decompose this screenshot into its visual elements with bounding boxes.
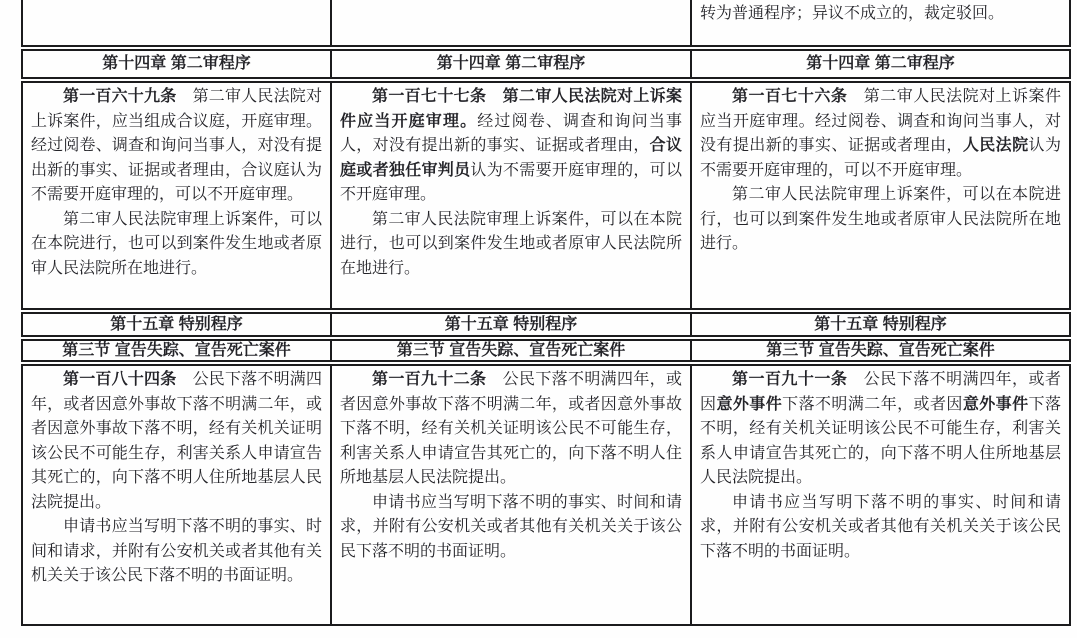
cell-r3-c1 [21, 81, 332, 310]
table-body [21, 0, 1071, 626]
table-row-article [21, 364, 1071, 626]
cell-r6-c2 [332, 364, 692, 626]
cell-r5-c3: 第三节 宣告失踪、宣告死亡案件 [692, 339, 1071, 362]
cell-r5-c1: 第三节 宣告失踪、宣告死亡案件 [21, 339, 332, 362]
paragraph: 第一百九十二条 公民下落不明满四年，或者因意外事故下落不明满二年，或者因意外事故下落不明，经有关机关证明该公民不可能生存，利害关系人申请宣告其死亡的，向下落不明人住所地基层人民法院提出。 [340, 371, 682, 487]
cell-r1-c1 [21, 0, 332, 47]
cell-r4-c3: 第十五章 特别程序 [692, 312, 1071, 337]
paragraph: 申请书应当写明下落不明的事实、时间和请求，并附有公安机关或者其他有关机关关于该公民下落不明的书面证明。 [31, 518, 322, 585]
table-row-subheader [21, 339, 1071, 362]
law-comparison-table [21, 0, 1071, 628]
table-row-article [21, 81, 1071, 310]
paragraph: 第一百六十九条 第二审人民法院对上诉案件，应当组成合议庭，开庭审理。经过阅卷、调查和询问当事人，对没有提出新的事实、证据或者理由，合议庭认为不需要开庭审理的，可以不开庭审理。 [31, 88, 322, 203]
table-row-header [21, 49, 1071, 79]
table-row-header [21, 312, 1071, 337]
table-row-continuation [21, 0, 1071, 47]
paragraph: 第一百八十四条 公民下落不明满四年，或者因意外事故下落不明满二年，或者因意外事故下落不明，经有关机关证明该公民不可能生存，利害关系人申请宣告其死亡的，向下落不明人住所地基层人民法院提出。 [31, 371, 322, 511]
cell-r3-c2 [332, 81, 692, 310]
cell-r2-c3: 第十四章 第二审程序 [692, 49, 1071, 79]
cell-r2-c1: 第十四章 第二审程序 [21, 49, 332, 79]
cell-r3-c3 [692, 81, 1071, 310]
paragraph: 转为普通程序；异议不成立的，裁定驳回。 [700, 5, 1005, 22]
paragraph: 第二审人民法院审理上诉案件，可以在本院进行，也可以到案件发生地或者原审人民法院所在地进行。 [700, 186, 1061, 252]
cell-r6-c1 [21, 364, 332, 626]
paragraph: 第二审人民法院审理上诉案件，可以在本院进行，也可以到案件发生地或者原审人民法院所在地进行。 [340, 210, 682, 277]
cell-r6-c3 [692, 364, 1071, 626]
cell-r1-c2 [332, 0, 692, 47]
cell-r4-c1: 第十五章 特别程序 [21, 312, 332, 337]
cell-r4-c2: 第十五章 特别程序 [332, 312, 692, 337]
cell-r2-c2: 第十四章 第二审程序 [332, 49, 692, 79]
paragraph: 第一百九十一条 公民下落不明满四年，或者因意外事件下落不明满二年，或者因意外事件下落不明，经有关机关证明该公民不可能生存，利害关系人申请宣告其死亡的，向下落不明人住所地基层人民法院提出。 [700, 371, 1061, 487]
paragraph: 第二审人民法院审理上诉案件，可以在本院进行，也可以到案件发生地或者原审人民法院所在地进行。 [31, 210, 322, 277]
paragraph: 申请书应当写明下落不明的事实、时间和请求，并附有公安机关或者其他有关机关关于该公民下落不明的书面证明。 [700, 493, 1061, 560]
paragraph: 第一百七十六条 第二审人民法院对上诉案件应当开庭审理。经过阅卷、调查和询问当事人，对没有提出新的事实、证据或者理由，人民法院认为不需要开庭审理的，可以不开庭审理。 [700, 88, 1061, 179]
cell-r1-c3 [692, 0, 1071, 47]
paragraph: 第一百七十七条 第二审人民法院对上诉案件应当开庭审理。经过阅卷、调查和询问当事人，对没有提出新的事实、证据或者理由，合议庭或者独任审判员认为不需要开庭审理的，可以不开庭审理。 [340, 88, 682, 203]
cell-r5-c2: 第三节 宣告失踪、宣告死亡案件 [332, 339, 692, 362]
paragraph: 申请书应当写明下落不明的事实、时间和请求，并附有公安机关或者其他有关机关关于该公民下落不明的书面证明。 [340, 493, 682, 560]
